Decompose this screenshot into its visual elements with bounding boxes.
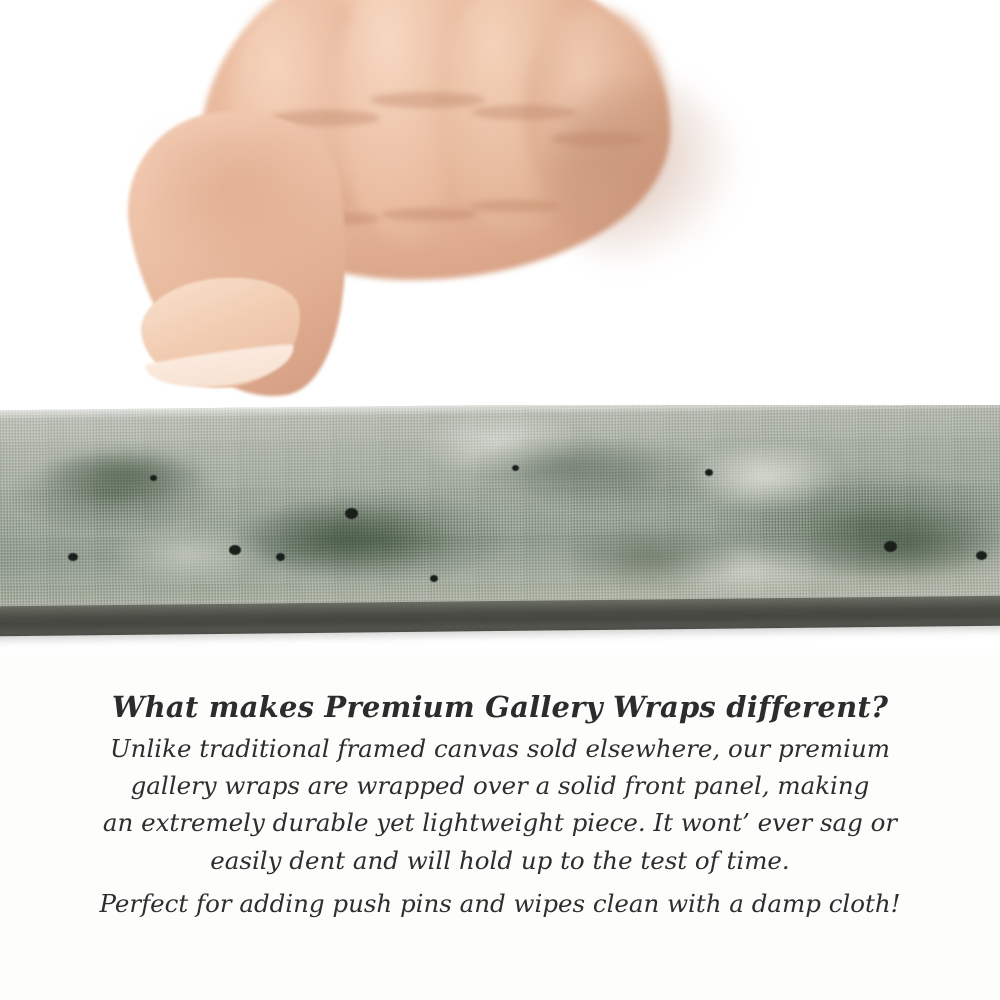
print-speck [884, 541, 897, 552]
print-detail [40, 445, 210, 505]
caption-line-4: easily dent and will hold up to the test of time. [210, 845, 790, 875]
caption-line-1: Unlike traditional framed canvas sold elsewhere, our premium [110, 734, 890, 763]
caption-body [0, 730, 1000, 922]
caption-line-2: gallery wraps are wrapped over a solid front panel, making [130, 771, 870, 801]
print-detail [110, 525, 270, 585]
print-detail [470, 435, 670, 500]
caption-heading: What makes Premium Gallery Wraps different? [111, 690, 889, 724]
finger-crease [468, 200, 560, 212]
finger-crease [382, 208, 478, 221]
print-detail [800, 503, 1000, 583]
thumb-shading [150, 130, 340, 280]
gallery-wrap-canvas-edge [0, 405, 1000, 655]
print-speck [512, 465, 519, 471]
caption-line-5: Perfect for adding push pins and wipes clean with a damp cloth! [99, 888, 901, 918]
print-speck [976, 551, 987, 560]
print-speck [229, 545, 241, 555]
print-speck [150, 475, 157, 481]
print-speck [68, 553, 78, 561]
knuckle-crease [472, 105, 577, 120]
print-speck [430, 575, 438, 582]
print-speck [345, 508, 358, 519]
print-speck [276, 553, 285, 561]
print-detail [560, 525, 740, 589]
human-hand-fist-with-thumb [120, 0, 740, 430]
knuckle-crease [550, 132, 645, 146]
hand-shadow-right [550, 80, 740, 270]
print-speck [705, 469, 713, 476]
caption-line-3: an extremely durable yet lightweight piece. It wont’ ever sag or [102, 808, 898, 838]
knuckle-crease [370, 92, 485, 108]
print-detail [690, 441, 840, 511]
caption-block [0, 690, 1000, 922]
